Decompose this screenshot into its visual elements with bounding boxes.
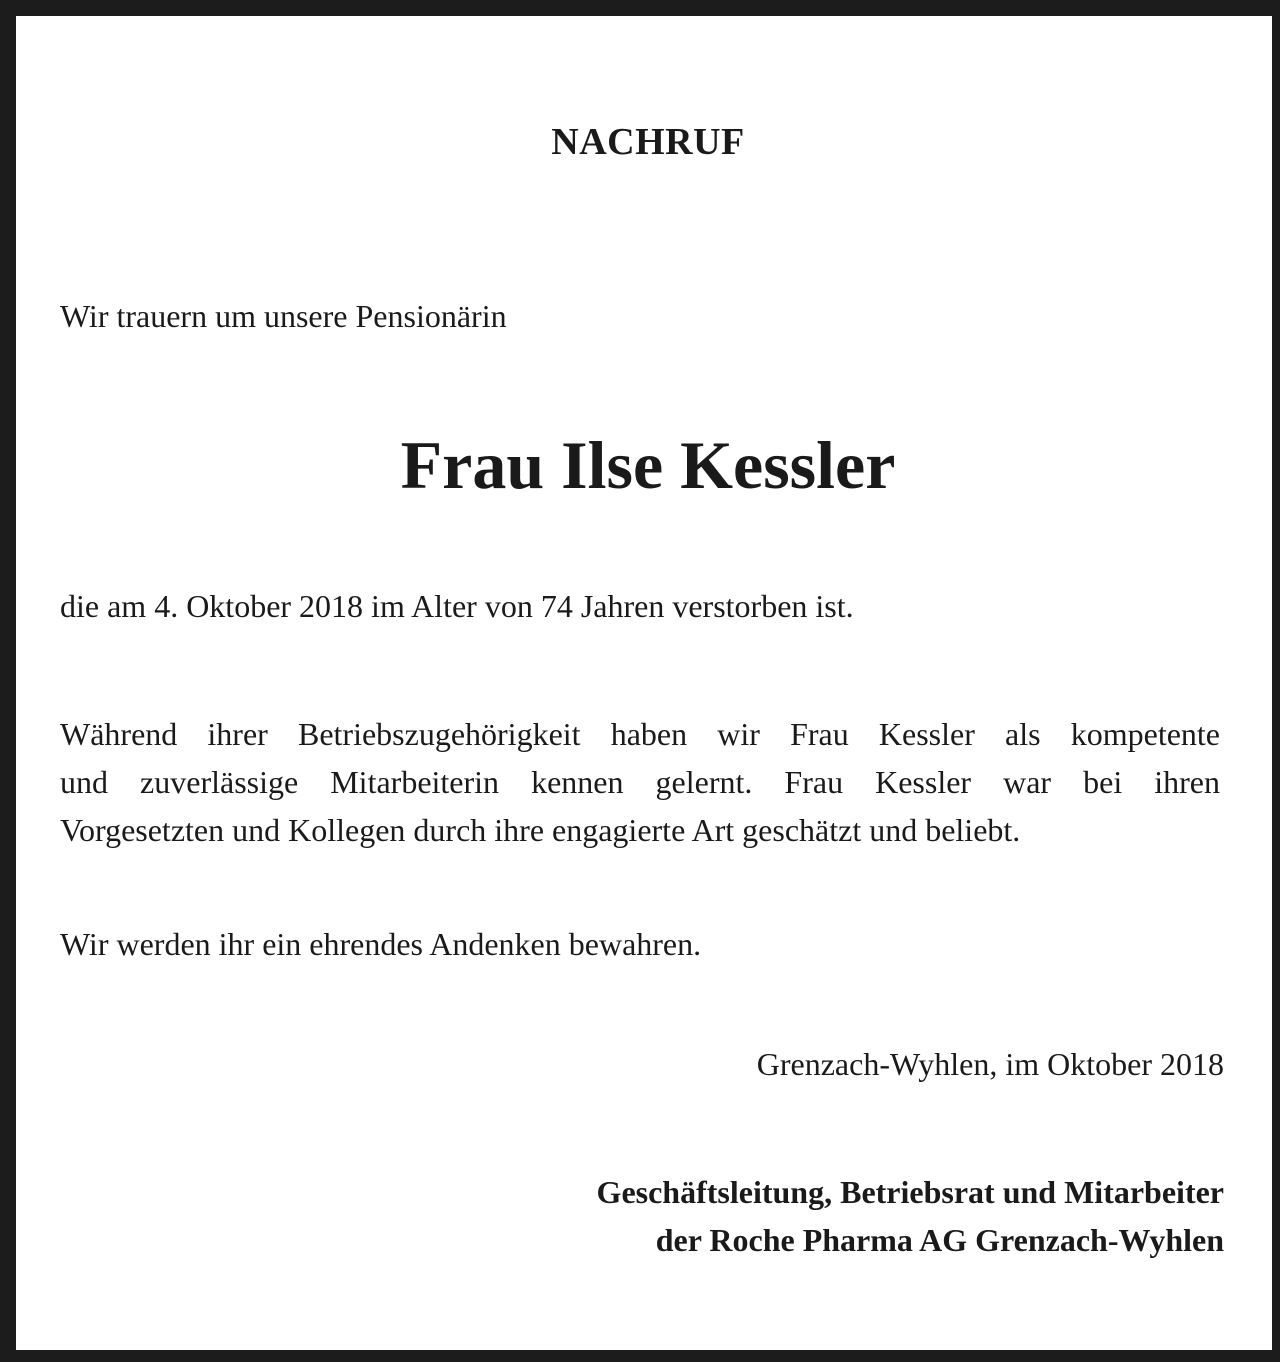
signature-line: Geschäftsleitung, Betriebsrat und Mitarbeiter (596, 1174, 1224, 1210)
tribute-line: Vorgesetzten und Kollegen durch ihre engagierte Art geschätzt und beliebt. (60, 812, 1021, 848)
tribute-paragraph (60, 710, 1220, 854)
intro-text: Wir trauern um unsere Pensionärin (60, 298, 507, 334)
notice-heading: NACHRUF (551, 121, 745, 163)
signature-line: der Roche Pharma AG Grenzach-Wyhlen (655, 1222, 1224, 1258)
signature-block (597, 1168, 1224, 1264)
deceased-name: Frau Ilse Kessler (400, 427, 896, 503)
death-details: die am 4. Oktober 2018 im Alter von 74 Jahren verstorben ist. (60, 588, 854, 624)
place-date: Grenzach-Wyhlen, im Oktober 2018 (756, 1046, 1224, 1082)
tribute-line: und zuverlässige Mitarbeiterin kennen gelernt. Frau Kessler war bei ihren (60, 764, 1220, 800)
memory-text: Wir werden ihr ein ehrendes Andenken bewahren. (60, 926, 702, 962)
tribute-line: Während ihrer Betriebszugehörigkeit haben wir Frau Kessler als kompetente (60, 716, 1220, 752)
